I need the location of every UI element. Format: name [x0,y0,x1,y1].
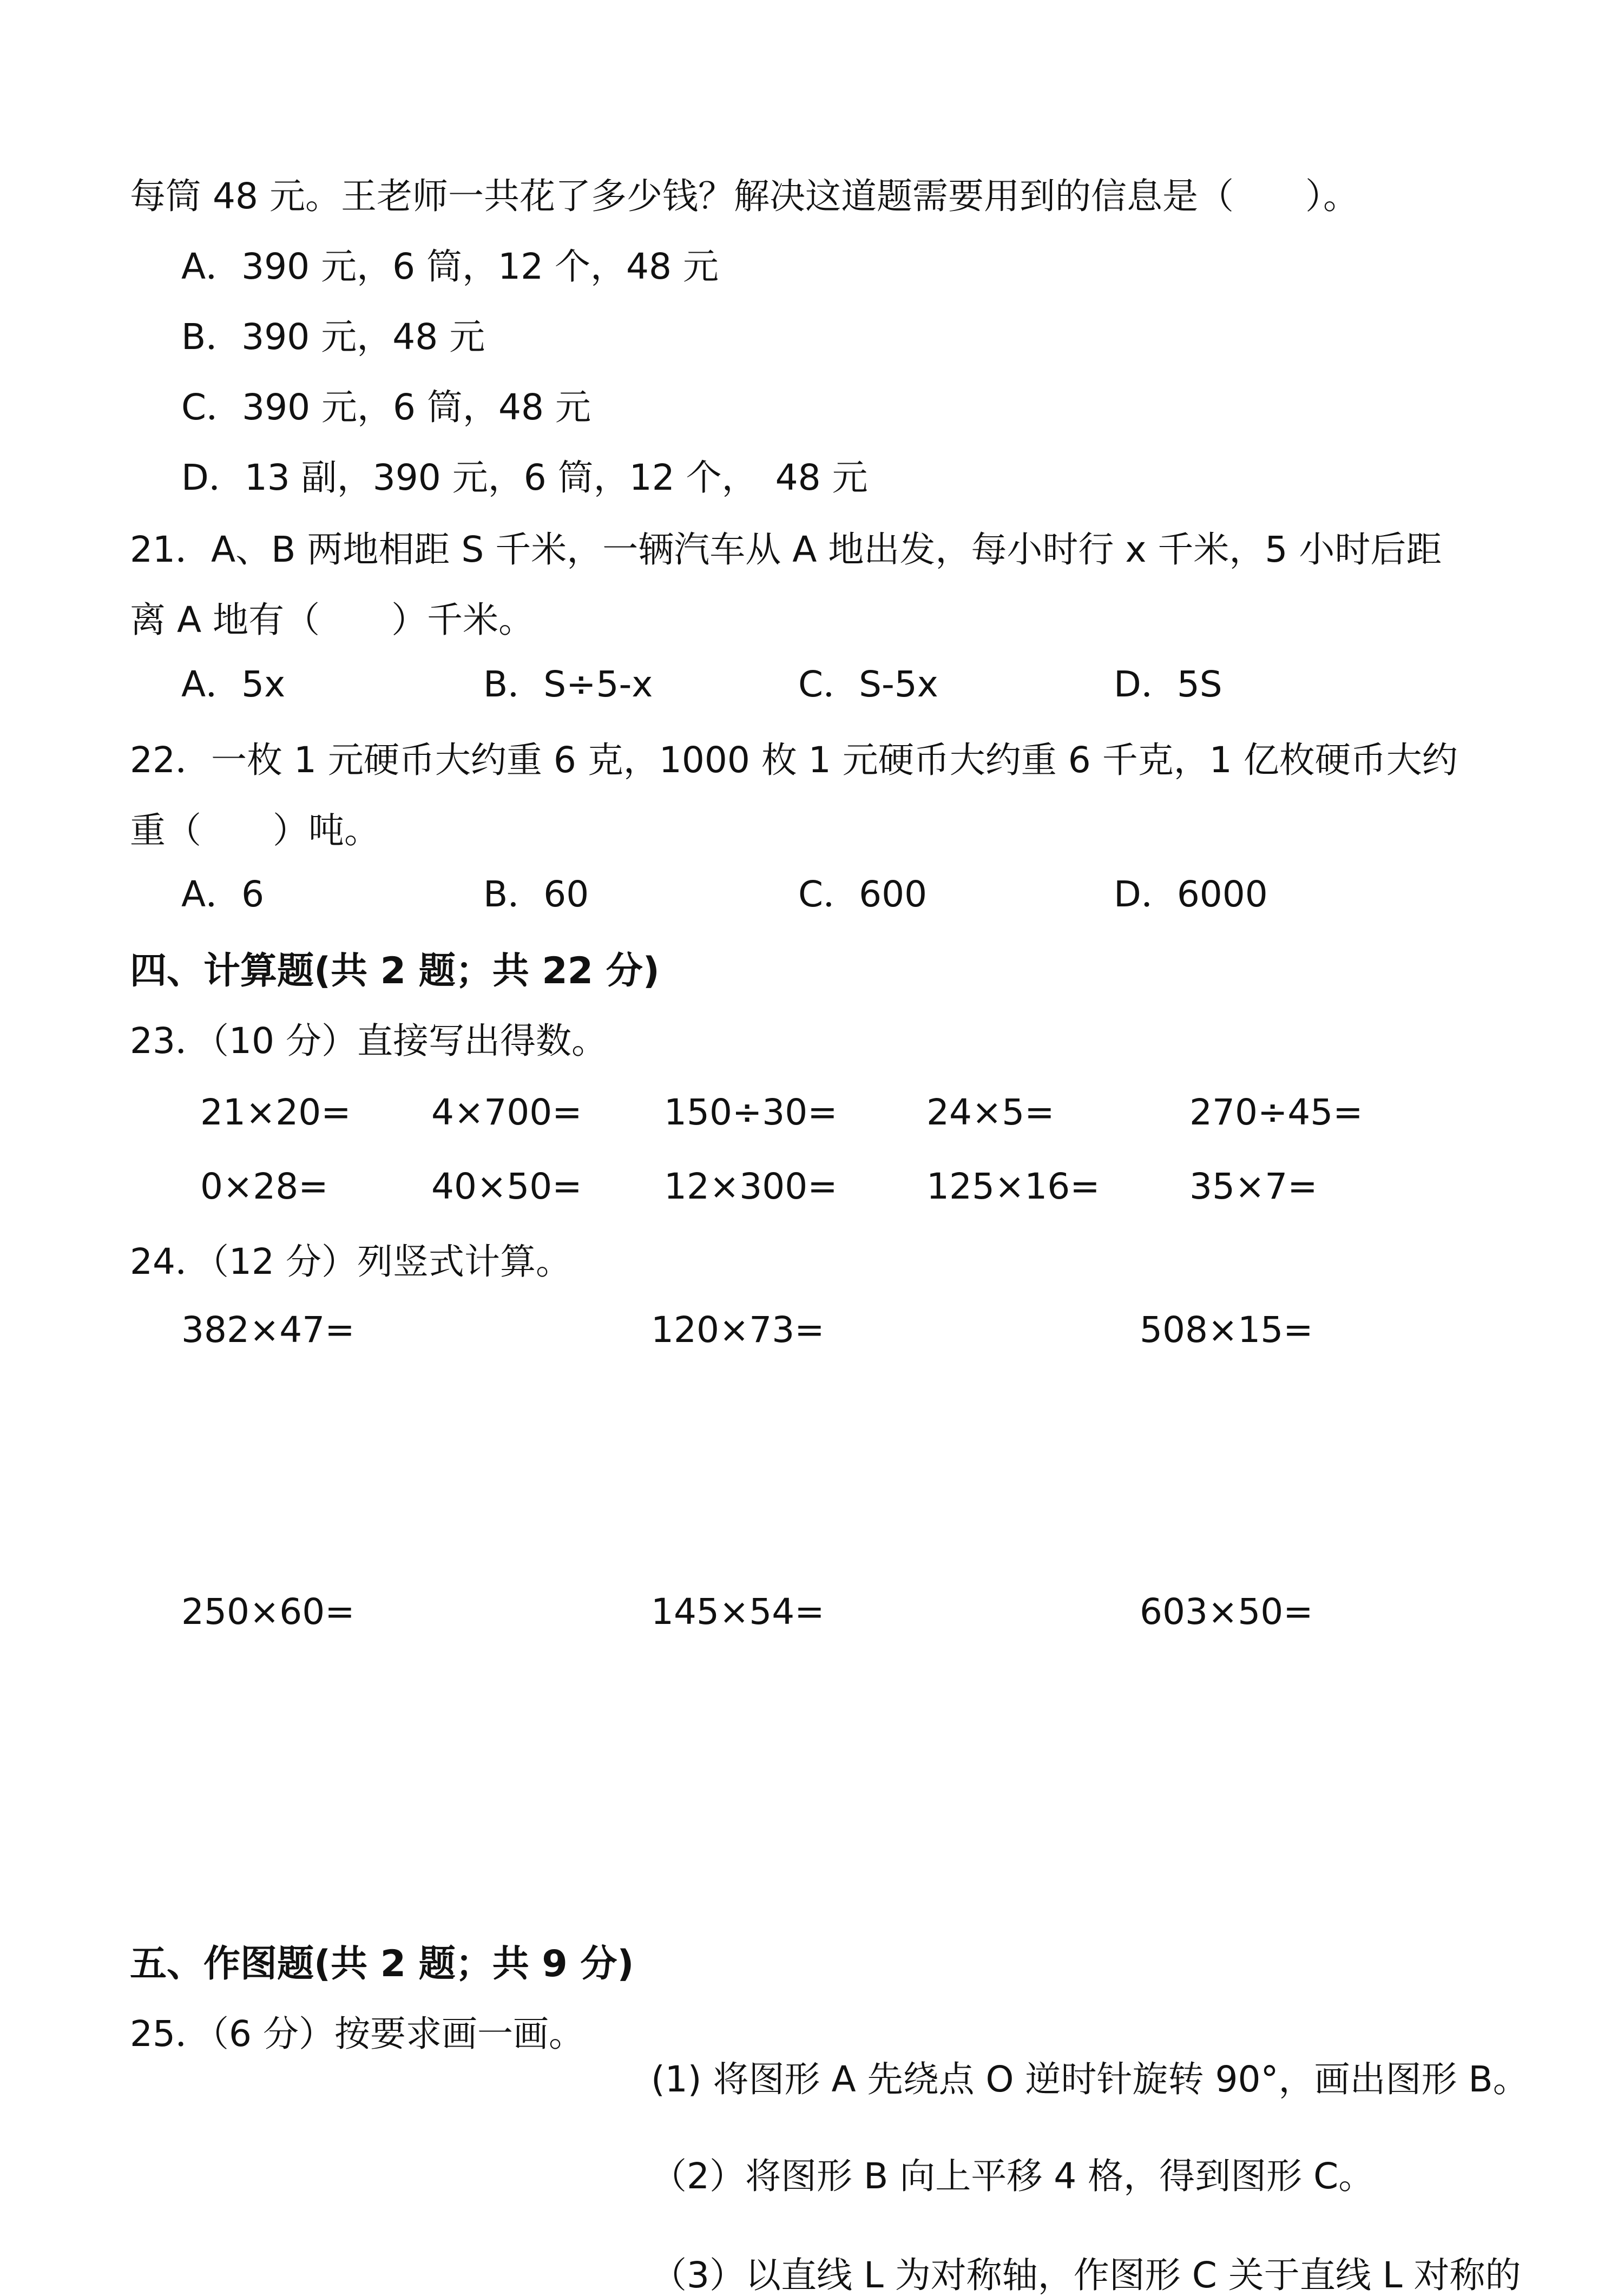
q23-item: 125×16= [926,1166,1100,1207]
q24-item: 145×54= [651,1591,825,1633]
q21-stem-line1: 21．A、B 两地相距 S 千米，一辆汽车从 A 地出发，每小时行 x 千米，5 小时后距 [130,529,1442,570]
q25-step-2: （2）将图形 B 向上平移 4 格，得到图形 C。 [651,2155,1375,2197]
q21-option-b: B．S÷5-x [483,663,653,705]
q21-stem-line2: 离 A 地有（ ）千米。 [130,599,535,641]
q24-item: 120×73= [651,1309,825,1351]
q23-item: 4×700= [431,1091,582,1133]
q25-step-1: (1) 将图形 A 先绕点 O 逆时针旋转 90°，画出图形 B。 [651,2058,1529,2100]
q25-step-3: （3）以直线 L 为对称轴，作图形 C 关于直线 L 对称的 [651,2254,1521,2296]
q23-item: 150÷30= [664,1091,838,1133]
q23-item: 40×50= [431,1166,582,1207]
q23-item: 12×300= [664,1166,838,1207]
q24-item: 508×15= [1140,1309,1313,1351]
q23-item: 21×20= [200,1091,351,1133]
q21-option-c: C．S-5x [798,663,938,705]
section5-heading: 五、作图题(共 2 题；共 9 分) [130,1943,634,1985]
q23-item: 35×7= [1189,1166,1318,1207]
q22-stem-line2: 重（ ）吨。 [130,810,380,851]
q23-title: 23．（10 分）直接写出得数。 [130,1020,607,1062]
q25-title: 25．（6 分）按要求画一画。 [130,2013,584,2055]
q20-option-d: D．13 副，390 元，6 筒，12 个， 48 元 [181,457,868,498]
q20-option-a: A．390 元，6 筒，12 个，48 元 [181,246,719,287]
q24-item: 250×60= [181,1591,355,1633]
q20-option-b: B．390 元，48 元 [181,316,485,358]
q20-stem: 每筒 48 元。王老师一共花了多少钱？解决这道题需要用到的信息是（ ）。 [130,175,1359,217]
q23-item: 0×28= [200,1166,328,1207]
q23-item: 24×5= [926,1091,1055,1133]
q23-item: 270÷45= [1189,1091,1363,1133]
q20-option-c: C．390 元，6 筒，48 元 [181,386,591,428]
q22-option-c: C．600 [798,873,928,915]
q21-option-d: D．5S [1114,663,1222,705]
q24-title: 24．（12 分）列竖式计算。 [130,1241,571,1282]
section4-heading: 四、计算题(共 2 题；共 22 分) [130,950,660,992]
q22-option-d: D．6000 [1114,873,1268,915]
q22-stem-line1: 22．一枚 1 元硬币大约重 6 克，1000 枚 1 元硬币大约重 6 千克，1 亿枚硬币大约 [130,739,1458,781]
q24-item: 382×47= [181,1309,355,1351]
q22-option-a: A．6 [181,873,265,915]
q24-item: 603×50= [1140,1591,1313,1633]
q22-option-b: B．60 [483,873,589,915]
q21-option-a: A．5x [181,663,286,705]
